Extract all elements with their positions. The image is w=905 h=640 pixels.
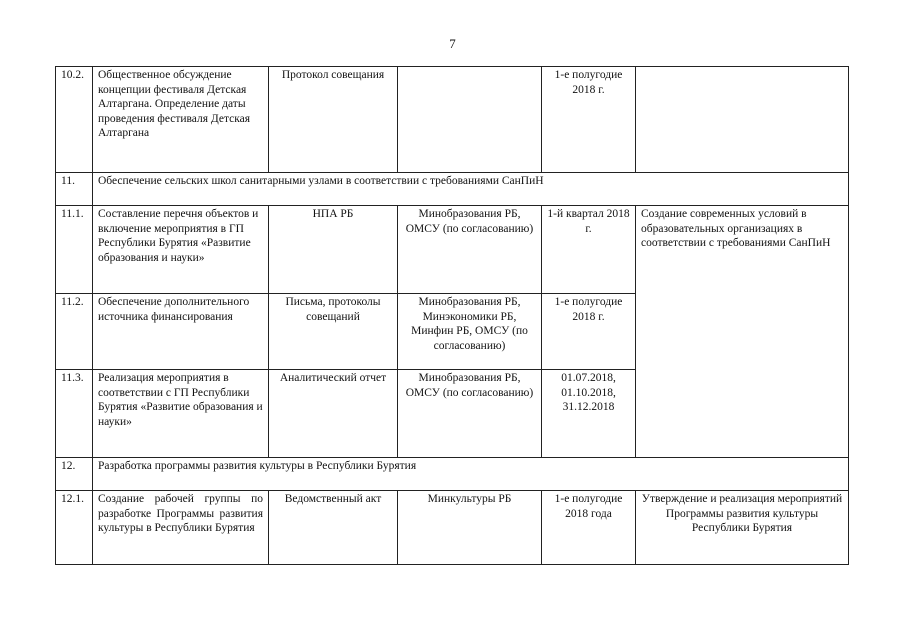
responsible: Минобразования РБ, Минэкономики РБ, Минфин РБ, ОМСУ (по согласованию) bbox=[398, 294, 542, 370]
row-number: 10.2. bbox=[56, 67, 93, 173]
row-number: 12.1. bbox=[56, 491, 93, 565]
responsible bbox=[398, 67, 542, 173]
section-row bbox=[56, 458, 849, 491]
section-title: Обеспечение сельских школ санитарными узлами в соответствии с требованиями СанПиН bbox=[93, 173, 849, 206]
activity-name: Составление перечня объектов и включение мероприятия в ГП Республики Бурятия «Развитие образования и науки» bbox=[93, 206, 269, 294]
document-type: Письма, протоколы совещаний bbox=[269, 294, 398, 370]
deadline: 1-й квартал 2018 г. bbox=[542, 206, 636, 294]
document-type: Ведомственный акт bbox=[269, 491, 398, 565]
activity-name: Общественное обсуждение концепции фестиваля Детская Алтаргана. Определение даты проведения фестиваля Детская Алтаргана bbox=[93, 67, 269, 173]
activity-name: Реализация мероприятия в соответствии с ГП Республики Бурятия «Развитие образования и науки» bbox=[93, 370, 269, 458]
expected-result bbox=[636, 67, 849, 173]
row-number: 11.1. bbox=[56, 206, 93, 294]
section-row bbox=[56, 173, 849, 206]
document-type: Протокол совещания bbox=[269, 67, 398, 173]
section-number: 12. bbox=[56, 458, 93, 491]
section-title: Разработка программы развития культуры в Республики Бурятия bbox=[93, 458, 849, 491]
activity-name: Обеспечение дополнительного источника финансирования bbox=[93, 294, 269, 370]
deadline: 1-е полугодие 2018 г. bbox=[542, 294, 636, 370]
row-number: 11.3. bbox=[56, 370, 93, 458]
table-row bbox=[56, 491, 849, 565]
deadline: 01.07.2018, 01.10.2018, 31.12.2018 bbox=[542, 370, 636, 458]
responsible: Минобразования РБ, ОМСУ (по согласованию) bbox=[398, 206, 542, 294]
activity-name: Создание рабочей группы по разработке Программы развития культуры в Республики Бурятия bbox=[93, 491, 269, 565]
expected-result: Утверждение и реализация мероприятий Программы развития культуры Республики Бурятия bbox=[636, 491, 849, 565]
responsible: Минобразования РБ, ОМСУ (по согласованию) bbox=[398, 370, 542, 458]
responsible: Минкультуры РБ bbox=[398, 491, 542, 565]
plan-table bbox=[55, 66, 849, 565]
table-row bbox=[56, 206, 849, 294]
section-number: 11. bbox=[56, 173, 93, 206]
deadline: 1-е полугодие 2018 г. bbox=[542, 67, 636, 173]
expected-result: Создание современных условий в образовательных организациях в соответствии с требованиями СанПиН bbox=[636, 206, 849, 458]
page-number: 7 bbox=[449, 36, 456, 51]
document-type: Аналитический отчет bbox=[269, 370, 398, 458]
document-type: НПА РБ bbox=[269, 206, 398, 294]
deadline: 1-е полугодие 2018 года bbox=[542, 491, 636, 565]
table-row bbox=[56, 67, 849, 173]
row-number: 11.2. bbox=[56, 294, 93, 370]
